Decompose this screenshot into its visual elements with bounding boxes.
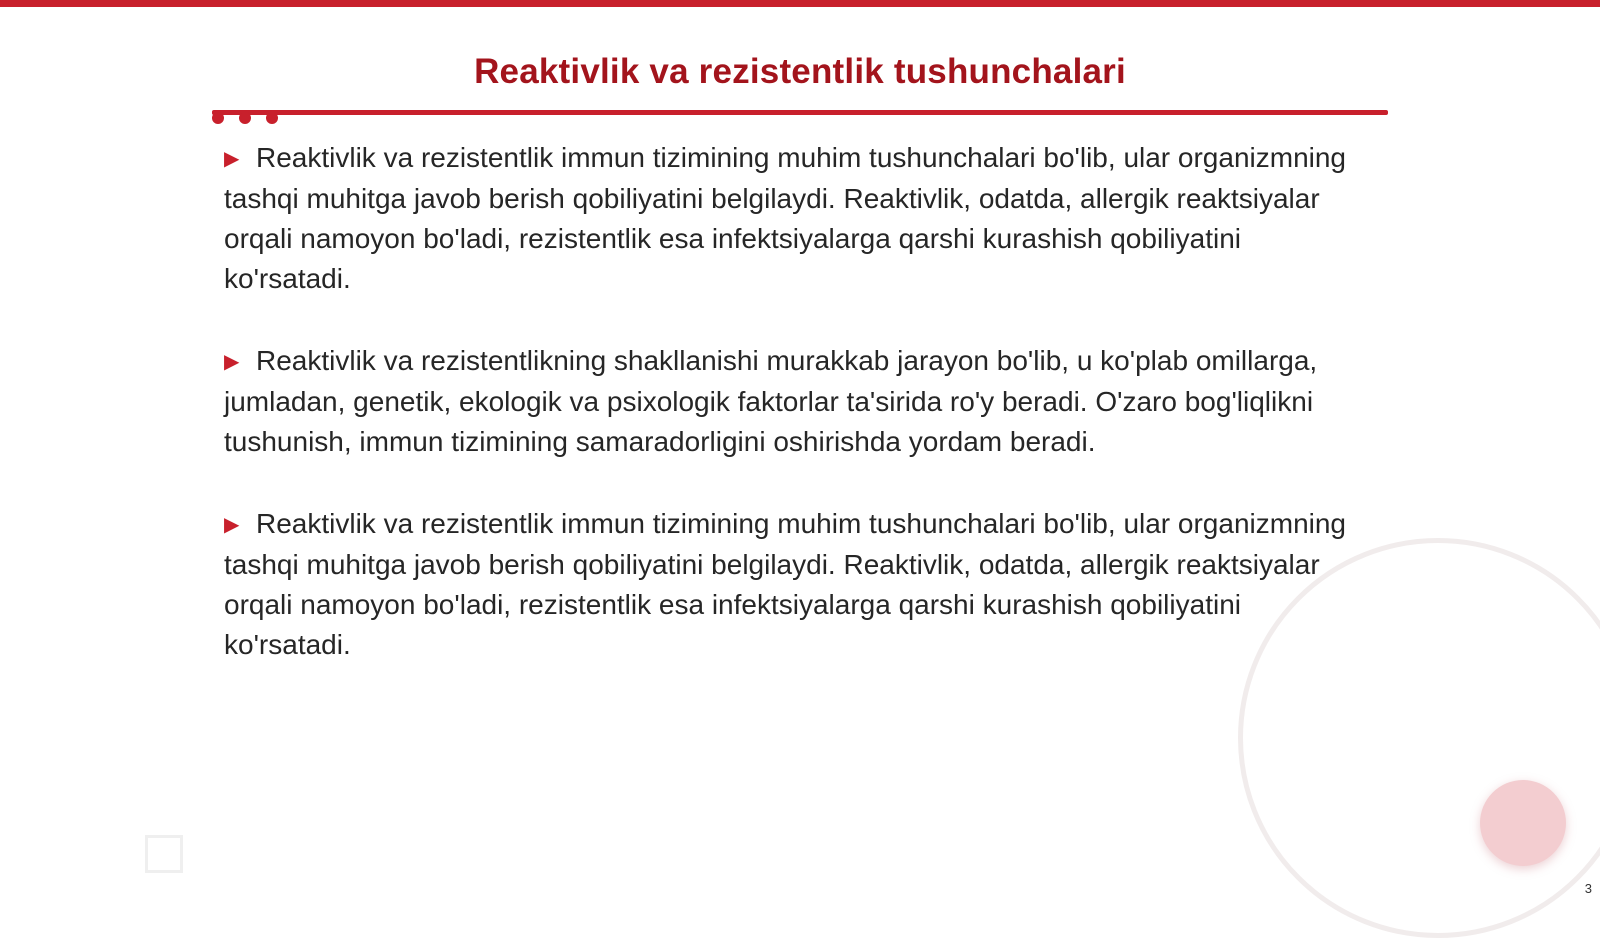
- divider-dot: [212, 112, 224, 124]
- bullet-item: [224, 138, 1364, 299]
- bullet-item: [224, 504, 1364, 665]
- bullet-text: Reaktivlik va rezistentlik immun tizimining muhim tushunchalari bo'lib, ular organizmning tashqi muhitga javob berish qobiliyatini belgilaydi. Reaktivlik, odatda, allergik reaktsiyalar orqali namoyon bo'ladi, rezistentlik esa infektsiyalarga qarshi kurashish qobiliyatini ko'rsatadi.: [224, 508, 1347, 660]
- top-accent-bar: [0, 0, 1600, 7]
- triangle-right-icon: ▶: [224, 148, 240, 170]
- bullet-text: Reaktivlik va rezistentlikning shakllanishi murakkab jarayon bo'lib, u ko'plab omillarga, jumladan, genetik, ekologik va psixologik faktorlar ta'sirida ro'y beradi. O'zaro bog'liqlikni tushunish, immun tizimining samaradorligini oshirishda yordam beradi.: [224, 345, 1318, 457]
- decorative-square: [145, 835, 183, 873]
- decorative-circle: [1480, 780, 1566, 866]
- divider-dot: [239, 112, 251, 124]
- title-divider: [212, 110, 1388, 115]
- bullet-text: Reaktivlik va rezistentlik immun tizimining muhim tushunchalari bo'lib, ular organizmning tashqi muhitga javob berish qobiliyatini belgilaydi. Reaktivlik, odatda, allergik reaktsiyalar orqali namoyon bo'ladi, rezistentlik esa infektsiyalarga qarshi kurashish qobiliyatini ko'rsatadi.: [224, 142, 1347, 294]
- triangle-right-icon: ▶: [224, 514, 240, 536]
- bullet-list: [224, 138, 1364, 707]
- divider-dot: [266, 112, 278, 124]
- page-number: 3: [1584, 881, 1592, 896]
- bullet-item: [224, 341, 1364, 462]
- slide-title: Reaktivlik va rezistentlik tushunchalari: [474, 52, 1126, 91]
- triangle-right-icon: ▶: [224, 351, 240, 373]
